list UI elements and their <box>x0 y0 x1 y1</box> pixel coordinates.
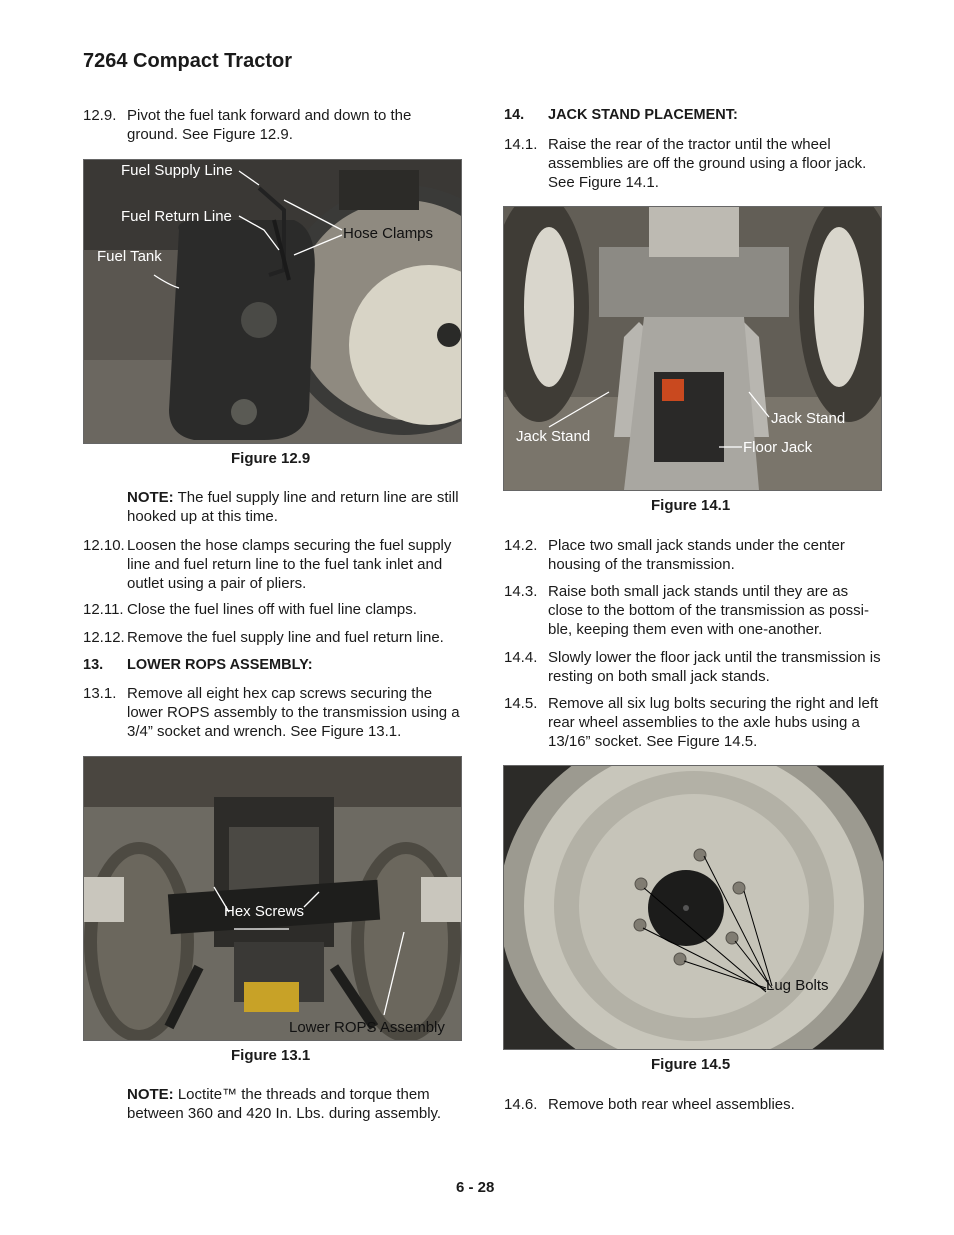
note-text: Loctite™ the threads and torque them between 360 and 420 In. Lbs. during assembly. <box>127 1086 442 1122</box>
section-title: JACK STAND PLACEMENT: <box>548 107 738 123</box>
step-number: 14.2. <box>504 537 538 554</box>
step-text: Slowly lower the floor jack until the transmission is resting on both small jack stands. <box>548 649 881 685</box>
figure-14-5-photo <box>503 765 884 1050</box>
note-label: NOTE: <box>127 489 174 506</box>
step-text: Remove all six lug bolts securing the right and left rear wheel assemblies to the axle hubs using a 13/16” socket. See Figure 14.5. <box>548 695 879 750</box>
figure-12-9-photo <box>83 159 462 444</box>
step-text: Raise the rear of the tractor until the wheel assemblies are off the ground using a floor jack. See Figure 14.1. <box>548 136 867 191</box>
figure-13-1-caption: Figure 13.1 <box>231 1047 311 1064</box>
label-fuel-return-line: Fuel Return Line <box>121 208 232 225</box>
step-number: 14.3. <box>504 583 538 600</box>
label-fuel-tank: Fuel Tank <box>97 248 162 265</box>
label-jack-stand-left: Jack Stand <box>516 428 591 445</box>
figure-12-9-caption: Figure 12.9 <box>231 450 311 467</box>
step-text: Remove the fuel supply line and fuel return line. <box>127 629 444 646</box>
label-lower-rops-assembly: Lower ROPS Assembly <box>289 1019 445 1036</box>
step-number: 14.5. <box>504 695 538 712</box>
step-text: Remove both rear wheel assemblies. <box>548 1096 795 1113</box>
step-text: Place two small jack stands under the center housing of the transmission. <box>548 537 845 573</box>
figure-14-1-photo <box>503 206 882 491</box>
step-number: 13.1. <box>83 685 117 702</box>
step-text: Pivot the fuel tank forward and down to the ground. See Figure 12.9. <box>127 107 412 143</box>
figure-14-5-caption: Figure 14.5 <box>651 1056 731 1073</box>
note-label: NOTE: <box>127 1086 174 1103</box>
label-fuel-supply-line: Fuel Supply Line <box>121 162 233 179</box>
label-floor-jack: Floor Jack <box>743 439 813 456</box>
label-hex-screws: Hex Screws <box>224 903 305 920</box>
figure-14-1-caption: Figure 14.1 <box>651 497 731 514</box>
note-fuel-lines <box>127 488 462 526</box>
label-jack-stand-right: Jack Stand <box>771 410 846 427</box>
section-number: 13. <box>83 657 104 673</box>
step-text: Loosen the hose clamps securing the fuel supply line and fuel return line to the fuel tank inlet and outlet using a pair of pliers. <box>127 537 452 592</box>
step-text: Remove all eight hex cap screws securing the lower ROPS assembly to the transmission using a 3/4” socket and wrench. See Figure 13.1. <box>127 685 460 740</box>
step-number: 14.6. <box>504 1096 538 1113</box>
label-hose-clamps: Hose Clamps <box>343 225 434 242</box>
step-text: Close the fuel lines off with fuel line clamps. <box>127 601 417 618</box>
step-number: 12.11. <box>83 601 124 618</box>
section-title: LOWER ROPS ASSEMBLY: <box>127 657 313 673</box>
step-number: 12.12. <box>83 629 125 646</box>
step-number: 14.1. <box>504 136 538 153</box>
section-number: 14. <box>504 107 525 123</box>
label-lug-bolts: Lug Bolts <box>766 977 829 994</box>
figure-13-1-photo <box>83 756 462 1041</box>
step-number: 12.10. <box>83 537 125 554</box>
note-loctite <box>127 1085 462 1123</box>
note-text: The fuel supply line and return line are still hooked up at this time. <box>127 489 459 525</box>
step-number: 14.4. <box>504 649 538 666</box>
page-number: 6 - 28 <box>456 1179 495 1196</box>
page-title: 7264 Compact Tractor <box>83 50 292 72</box>
step-number: 12.9. <box>83 107 117 124</box>
step-text: Raise both small jack stands until they are as close to the bottom of the transmission as possi-ble, keeping them even with one-another. <box>548 583 869 638</box>
